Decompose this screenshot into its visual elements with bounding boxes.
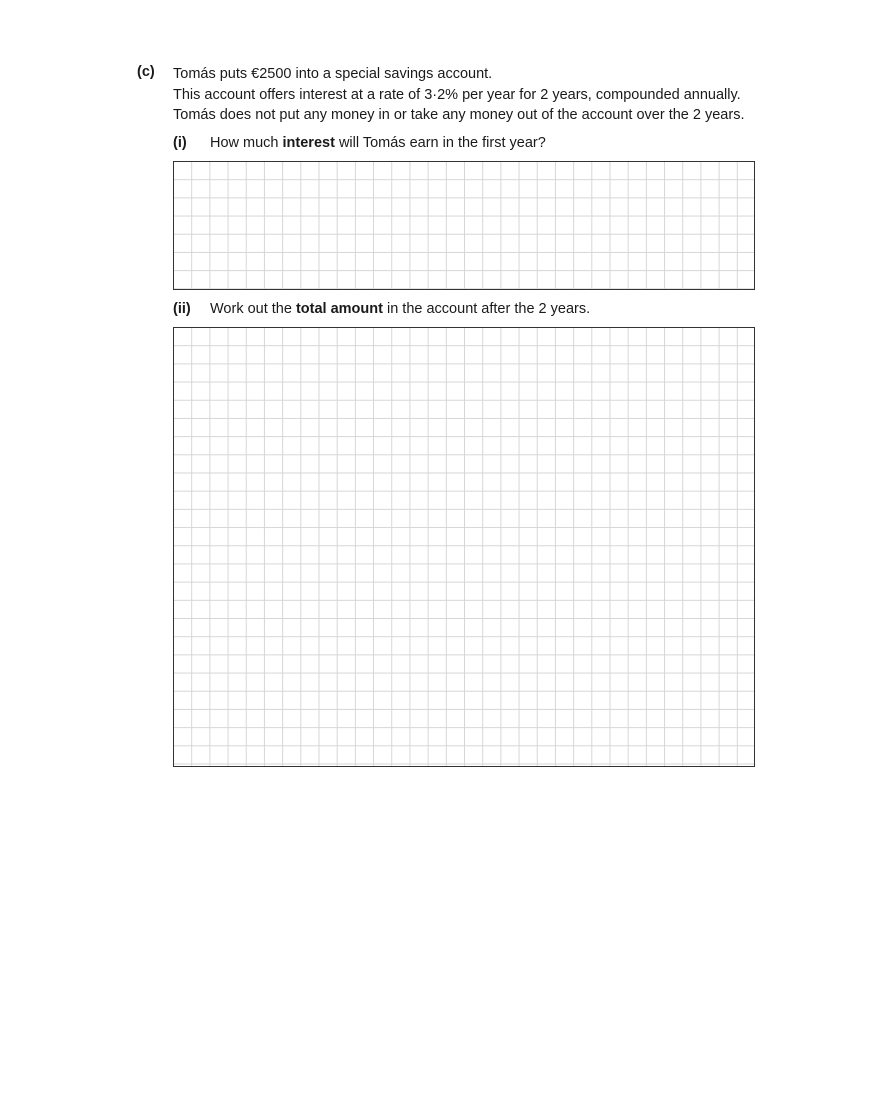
sub-ii-text-bold: total amount (295, 301, 383, 317)
sub-question-i-label: (i) (173, 135, 187, 151)
answer-grid-ii[interactable] (173, 327, 755, 767)
intro-line-2: This account offers interest at a rate of 3·2% per year for 2 years, compounded annually. (173, 86, 741, 103)
sub-question-ii-label: (ii) (173, 301, 191, 317)
sub-question-i-text (210, 135, 546, 151)
sub-i-text-before: How much (210, 135, 283, 151)
question-intro (173, 64, 744, 126)
sub-i-text-bold: interest (282, 135, 335, 151)
sub-i-text-after: will Tomás earn in the first year? (334, 135, 546, 151)
sub-question-ii-text (210, 301, 590, 317)
question-part-label: (c) (137, 64, 155, 80)
sub-ii-text-after: in the account after the 2 years. (382, 301, 591, 317)
answer-grid-i[interactable] (173, 161, 755, 290)
intro-line-3: Tomás does not put any money in or take any money out of the account over the 2 years. (173, 107, 745, 123)
sub-ii-text-before: Work out the (210, 301, 296, 317)
intro-line-1: Tomás puts €2500 into a special savings account. (173, 66, 493, 82)
